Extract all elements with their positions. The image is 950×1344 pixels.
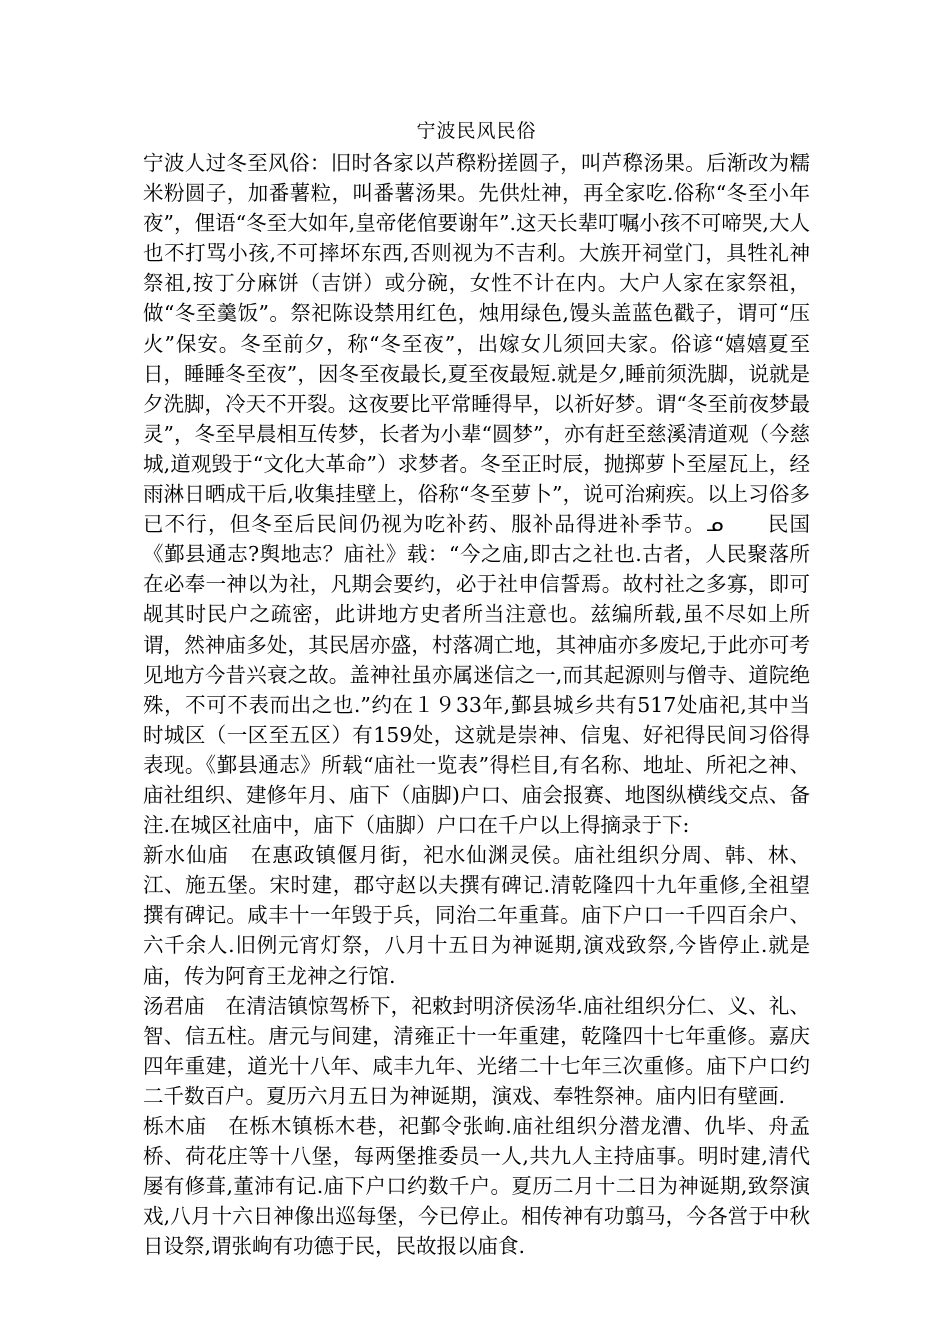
paragraph-limu-temple: 栎木庙 在栎木镇栎木巷，祀鄞令张峋.庙社组织分潜龙漕、仇毕、舟孟桥、荷花庄等十八堡，每两堡推委员一人,共九人主持庙事。明时建,清代屡有修葺,董沛有记.庙下户口约数千户。夏历二月十二日为神诞期,致祭演戏,八月十六日神像出巡每堡，今已停止。相传神有功翦马，今各営于中秋日设祭,谓张峋有功德于民，民故报以庙食. xyxy=(143,1114,810,1259)
paragraph-xinshuixian-temple: 新水仙庙 在惠政镇偃月街，祀水仙渊灵侯。庙社组织分周、韩、林、江、施五堡。宋时建，郡守赵以夫撰有碑记.清乾隆四十九年重修,全祖望撰有碑记。咸丰十一年毁于兵，同治二年重葺。庙下户口一千四百余户、六千余人.旧例元宵灯祭，八月十五日为神诞期,演戏致祭,今皆停止.就是庙，传为阿育王龙神之行馆. xyxy=(143,843,810,988)
document-title: 宁波民风民俗 xyxy=(416,120,537,142)
document-page xyxy=(143,118,810,1261)
paragraph-tangjun-temple: 汤君庙 在清洁镇惊驾桥下，祀敕封明济侯汤华.庙社组织分仁、义、礼、智、信五柱。唐元与间建，清雍正十一年重建，乾隆四十七年重修。嘉庆四年重建，道光十八年、咸丰九年、光绪二十七年三次重修。庙下户口约二千数百户。夏历六月五日为神诞期，演戏、奉牲祭神。庙内旧有壁画. xyxy=(143,993,810,1108)
paragraph-winter-solstice: 宁波人过冬至风俗：旧时各家以芦穄粉搓圆子，叫芦穄汤果。后渐改为糯米粉圆子，加番薯粒，叫番薯汤果。先供灶神，再全家吃.俗称“冬至小年夜”，俚语“冬至大如年,皇帝佬倌要谢年”.这天长辈叮嘱小孩不可啼哭,大人也不打骂小孩,不可摔坏东西,否则视为不吉利。大族开祠堂门，具牲礼神祭祖,按丁分麻饼（吉饼）或分碗，女性不计在内。大户人家在家祭祖，做“冬至羹饭”。祭祀陈设禁用红色，烛用绿色,馒头盖蓝色戳子，谓可“压火”保安。冬至前夕，称“冬至夜”，出嫁女儿须回夫家。俗谚“嬉嬉夏至日，睡睡冬至夜”，因冬至夜最长,夏至夜最短.就是夕,睡前须洗脚，说就是夕洗脚，冷天不开裂。这夜要比平常睡得早，以祈好梦。谓“冬至前夜梦最灵”，冬至早晨相互传梦，长者为小辈“圆梦”，亦有赶至慈溪清道观（今慈城,道观毁于“文化大革命”）求梦者。冬至正时辰，抛掷萝卜至屋瓦上，经雨淋日晒成干后,收集挂壁上，俗称“冬至萝卜”，说可治痢疾。以上习俗多已不行，但冬至后民间仍视为吃补药、服补品得进补季节。ᓄ 民国《鄞县通志?舆地志？庙社》载：“今之庙,即古之社也.古者，人民聚落所在必奉一神以为社，凡期会要约，必于社申信誓焉。故村社之多寡，即可觇其时民户之疏密，此讲地方史者所当注意也。兹编所载,虽不尽如上所谓，然神庙多处，其民居亦盛，村落凋亡地，其神庙亦多废圮,于此亦可考见地方今昔兴衰之故。盖神社虽亦属迷信之一,而其起源则与僧寺、道院绝殊，不可不表而出之也.”约在１９33年,鄞县城乡共有517处庙祀,其中当时城区（一区至五区）有159处，这就是崇神、信鬼、好祀得民间习俗得表现。《鄞县通志》所载“庙社一览表”得栏目,有名称、地址、所祀之神、庙社组织、建修年月、庙下（庙脚)户口、庙会报赛、地图纵横线交点、备注.在城区社庙中，庙下（庙脚）户口在千户以上得摘录于下: xyxy=(143,151,810,838)
